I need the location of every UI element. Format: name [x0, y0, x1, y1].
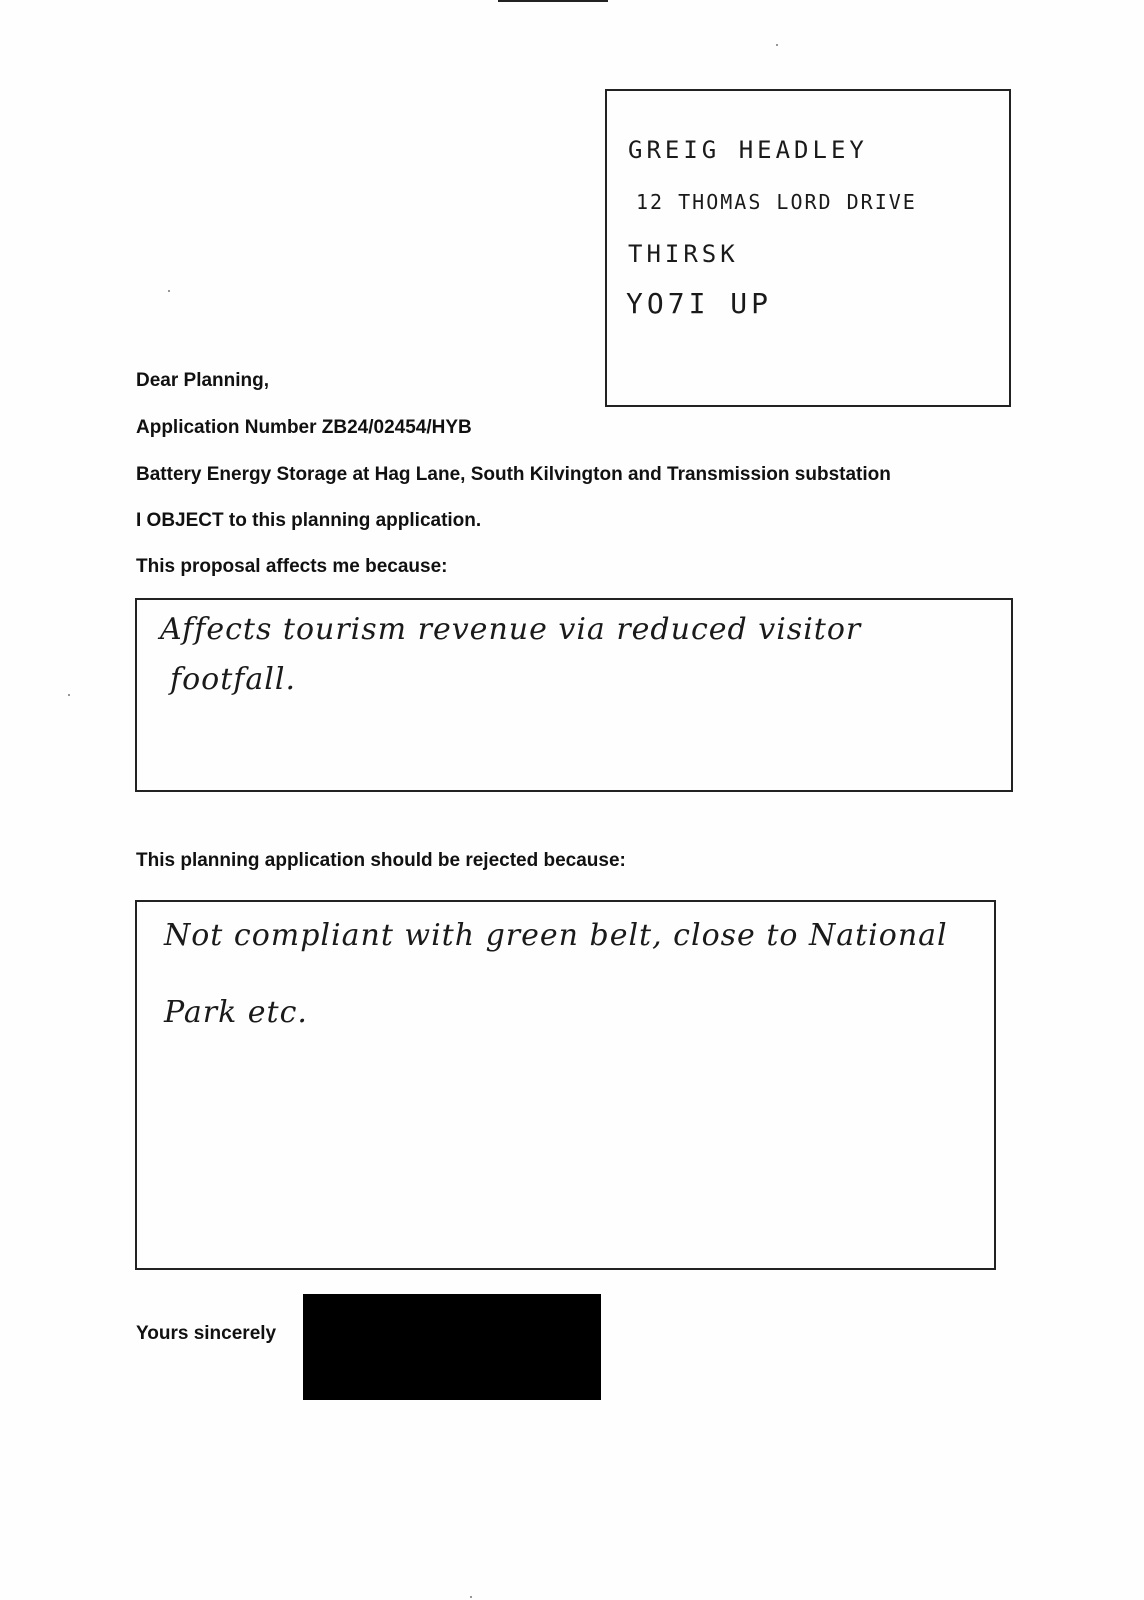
top-rule	[498, 0, 608, 2]
subject-line: Battery Energy Storage at Hag Lane, South Kilvington and Transmission substation	[136, 464, 891, 485]
affects-answer-line1: Affects tourism revenue via reduced visitor	[160, 612, 862, 647]
objection-statement: I OBJECT to this planning application.	[136, 510, 482, 531]
reject-answer-box	[135, 900, 996, 1270]
address-postcode: YO7I UP	[626, 287, 773, 320]
reject-answer-line2: Park etc.	[164, 995, 308, 1030]
scan-speck	[168, 290, 170, 292]
affects-label: This proposal affects me because:	[136, 556, 448, 577]
address-street: 12 THOMAS LORD DRIVE	[636, 190, 917, 214]
reject-answer-line1: Not compliant with green belt, close to National	[164, 918, 948, 953]
application-number: Application Number ZB24/02454/HYB	[136, 417, 472, 438]
affects-answer-line2: footfall.	[170, 662, 296, 697]
address-town: THIRSK	[628, 240, 739, 268]
reject-label: This planning application should be rejected because:	[136, 850, 626, 871]
scan-speck	[470, 1596, 472, 1598]
closing: Yours sincerely	[136, 1323, 277, 1344]
scan-speck	[68, 694, 70, 696]
address-name: GREIG HEADLEY	[628, 136, 868, 164]
scan-speck	[776, 44, 778, 46]
signature-redaction	[303, 1294, 601, 1400]
salutation: Dear Planning,	[136, 370, 270, 391]
